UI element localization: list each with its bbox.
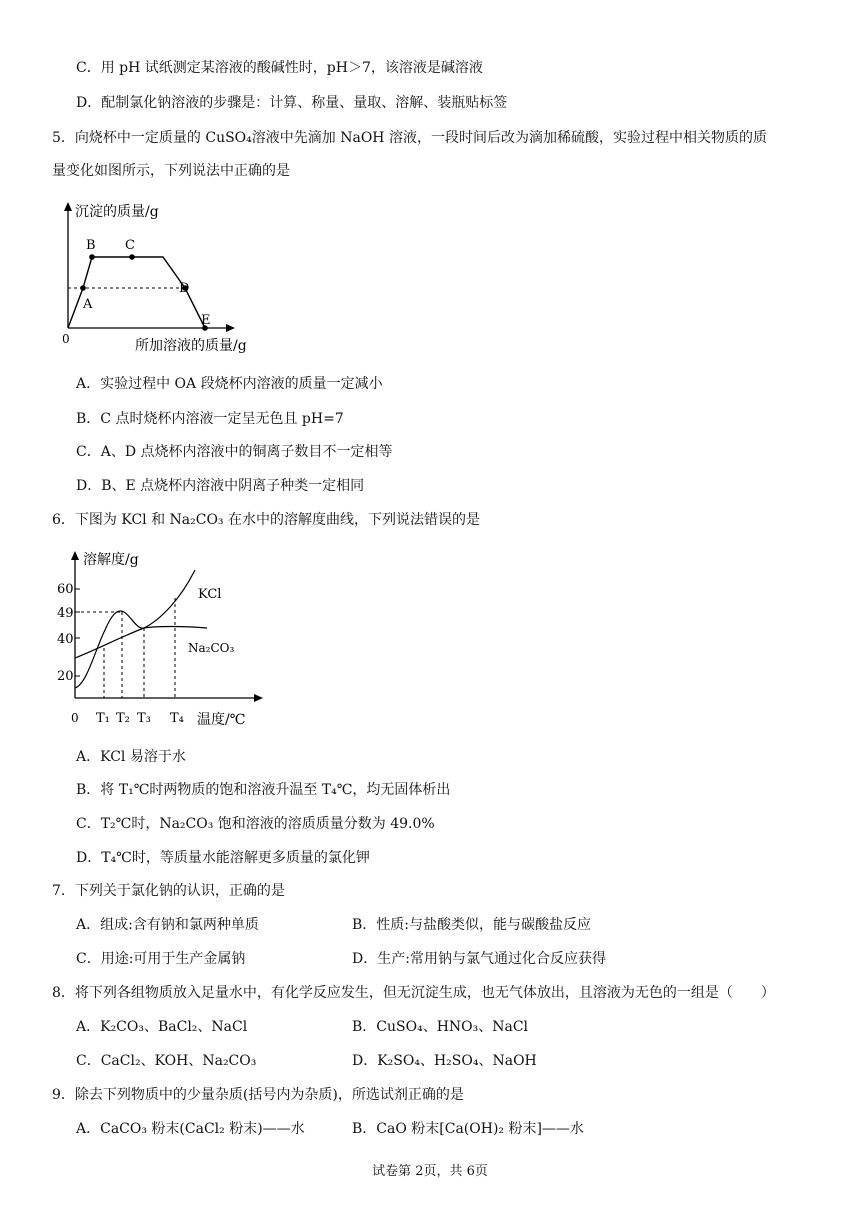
x-axis-arrow (226, 324, 235, 332)
option-7a: A．组成:含有钠和氯两种单质 (76, 917, 259, 933)
option-6a: A．KCl 易溶于水 (76, 749, 186, 765)
question-7-stem: 7．下列关于氯化钠的认识，正确的是 (52, 883, 285, 899)
xtick-t2: T₂ (116, 711, 130, 726)
label-d: D (179, 281, 190, 296)
label-e: E (201, 313, 211, 328)
label-b: B (86, 238, 96, 253)
question-6-stem: 6．下图为 KCl 和 Na₂CO₃ 在水中的溶解度曲线，下列说法错误的是 (52, 512, 480, 528)
x-axis-label: 温度/℃ (197, 712, 246, 728)
option-7c: C．用途:可用于生产金属钠 (76, 951, 246, 967)
label-a: A (83, 297, 93, 312)
option-5b: B．C 点时烧杯内溶液一定呈无色且 pH=7 (76, 411, 344, 427)
option-5c: C．A、D 点烧杯内溶液中的铜离子数目不一定相等 (76, 444, 393, 460)
x-axis-label: 所加溶液的质量/g (135, 338, 247, 354)
point-c (129, 254, 135, 260)
xtick-t4: T₄ (170, 711, 184, 726)
point-a (80, 285, 86, 291)
xtick-t1: T₁ (96, 711, 110, 726)
option-7d: D．生产:常用钠与氯气通过化合反应获得 (352, 951, 606, 967)
option-6d: D．T₄℃时，等质量水能溶解更多质量的氯化钾 (76, 850, 370, 866)
y-axis-label: 沉淀的质量/g (75, 204, 159, 220)
option-8d: D．K₂SO₄、H₂SO₄、NaOH (352, 1053, 537, 1069)
xtick-t3: T₃ (137, 711, 151, 726)
ytick-49: 49 (57, 606, 74, 621)
option-8a: A．K₂CO₃、BaCl₂、NaCl (76, 1019, 248, 1035)
option-5a: A．实验过程中 OA 段烧杯内溶液的质量一定减小 (76, 376, 383, 392)
ytick-20: 20 (57, 669, 74, 684)
option-9b: B．CaO 粉末[Ca(OH)₂ 粉末]——水 (352, 1121, 584, 1137)
ytick-40: 40 (57, 632, 74, 647)
option-4c: C．用 pH 试纸测定某溶液的酸碱性时，pH＞7，该溶液是碱溶液 (76, 60, 483, 76)
question-5-stem-cont: 量变化如图所示，下列说法中正确的是 (52, 163, 290, 179)
ytick-60: 60 (57, 582, 74, 597)
question-5-stem: 5．向烧杯中一定质量的 CuSO₄溶液中先滴加 NaOH 溶液，一段时间后改为滴加稀硫酸，实验过程中相关物质的质 (52, 130, 767, 146)
label-c: C (125, 238, 135, 253)
option-8c: C．CaCl₂、KOH、Na₂CO₃ (76, 1053, 257, 1069)
option-5d: D．B、E 点烧杯内溶液中阴离子种类一定相同 (76, 478, 365, 494)
option-7b: B．性质:与盐酸类似，能与碳酸盐反应 (352, 917, 592, 933)
series-label-kcl: KCl (198, 587, 222, 602)
origin-label: 0 (62, 332, 70, 346)
option-9a: A．CaCO₃ 粉末(CaCl₂ 粉末)——水 (76, 1121, 305, 1137)
precipitate-mass-chart (55, 196, 275, 358)
x-axis-arrow (254, 694, 263, 702)
series-label-na2co3: Na₂CO₃ (188, 641, 235, 655)
question-9-stem: 9．除去下列物质中的少量杂质(括号内为杂质)，所选试剂正确的是 (52, 1087, 464, 1103)
kcl-curve (75, 570, 195, 658)
option-8b: B．CuSO₄、HNO₃、NaCl (352, 1019, 529, 1035)
option-4d: D．配制氯化钠溶液的步骤是：计算、称量、量取、溶解、装瓶贴标签 (76, 95, 508, 111)
option-6c: C．T₂℃时，Na₂CO₃ 饱和溶液的溶质质量分数为 49.0% (76, 816, 435, 832)
y-axis-label: 溶解度/g (83, 552, 139, 568)
solubility-chart (55, 540, 265, 730)
option-6b: B．将 T₁℃时两物质的饱和溶液升温至 T₄℃，均无固体析出 (76, 782, 451, 798)
question-8-stem: 8．将下列各组物质放入足量水中，有化学反应发生，但无沉淀生成，也无气体放出，且溶液为无色的一组是（ ） (52, 985, 775, 1001)
point-b (89, 254, 95, 260)
page-footer: 试卷第 2页，共 6页 (372, 1164, 488, 1179)
origin-label: 0 (71, 711, 79, 725)
y-axis-arrow (71, 551, 79, 560)
y-axis-arrow (64, 202, 72, 211)
